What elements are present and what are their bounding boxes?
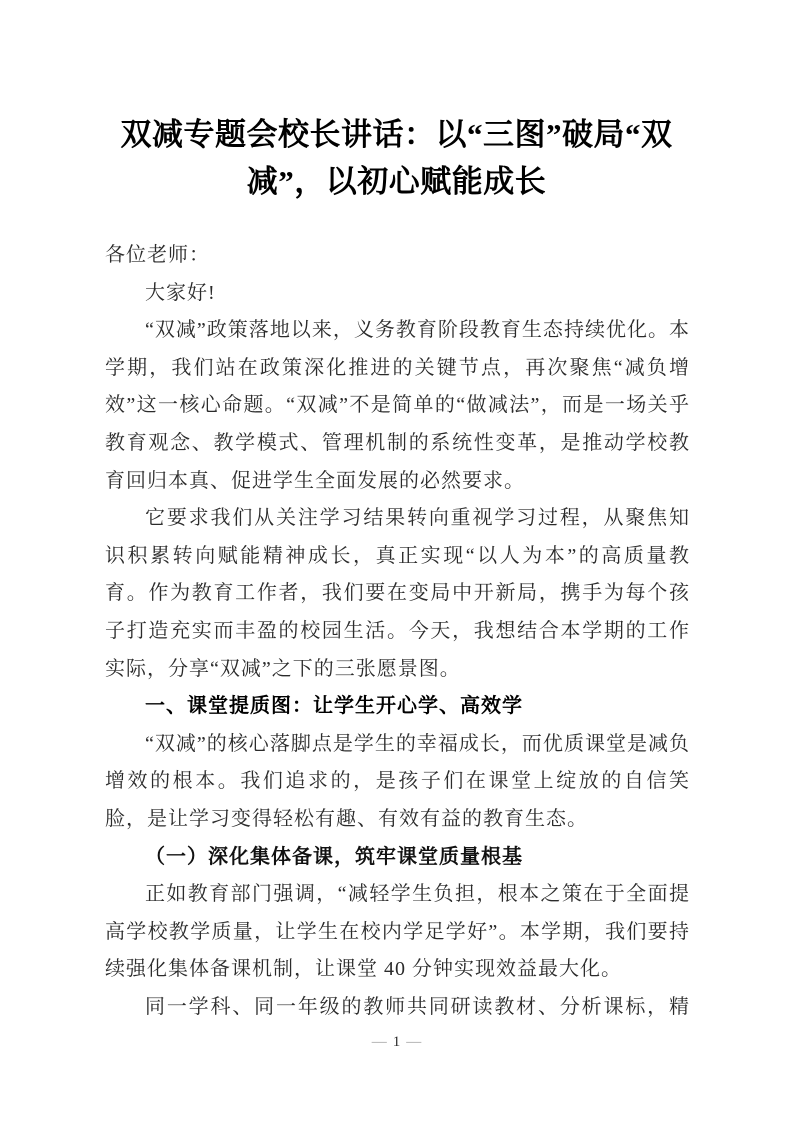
document-title-line-1: 双减专题会校长讲话：以“三图”破局“双 [120, 117, 673, 152]
paragraph-intro-policy: “双减”政策落地以来，义务教育阶段教育生态持续优化。本学期，我们站在政策深化推进的关键节点，再次聚焦“减负增效”这一核心命题。“双减”不是简单的“做减法”，而是一场关乎教育观念、教学模式、管理机制的系统性变革，是推动学校教育回归本真、促进学生全面发展的必然要求。 [105, 319, 690, 492]
paragraph-vision-overview: 它要求我们从关注学习结果转向重视学习过程，从聚焦知识积累转向赋能精神成长，真正实现“以人为本”的高质量教育。作为教育工作者，我们要在变局中开新局，携手为每个孩子打造充实而丰盈的校园生活。今天，我想结合本学期的工作实际，分享“双减”之下的三张愿景图。 [105, 507, 690, 680]
page-footer [0, 1031, 793, 1053]
section-heading-classroom-quality: 一、课堂提质图：让学生开心学、高效学 [145, 695, 523, 718]
salutation-line: 各位老师： [105, 244, 210, 266]
page-number-dash-left: — [371, 1034, 387, 1050]
page-number-dash-right: — [406, 1034, 422, 1050]
page-number: 1 [392, 1034, 401, 1050]
paragraph-teachers-research-continued: 同一学科、同一年级的教师共同研读教材、分析课标，精 [145, 995, 690, 1018]
paragraph-classroom-quality: “双减”的核心落脚点是学生的幸福成长，而优质课堂是减负增效的根本。我们追求的，是孩子们在课堂上绽放的自信笑脸，是让学习变得轻松有趣、有效有益的教育生态。 [105, 732, 690, 830]
subsection-heading-collective-lesson-prep: （一）深化集体备课，筑牢课堂质量根基 [145, 845, 523, 868]
paragraph-collective-lesson-prep: 正如教育部门强调，“减轻学生负担，根本之策在于全面提高学校教学质量，让学生在校内学足学好”。本学期，我们要持续强化集体备课机制，让课堂 40 分钟实现效益最大化。 [105, 883, 690, 981]
document-title [90, 111, 703, 205]
document-title-line-2: 减”，以初心赋能成长 [246, 164, 547, 199]
document-body [105, 237, 690, 1026]
paragraph-greeting: 大家好! [145, 281, 216, 304]
